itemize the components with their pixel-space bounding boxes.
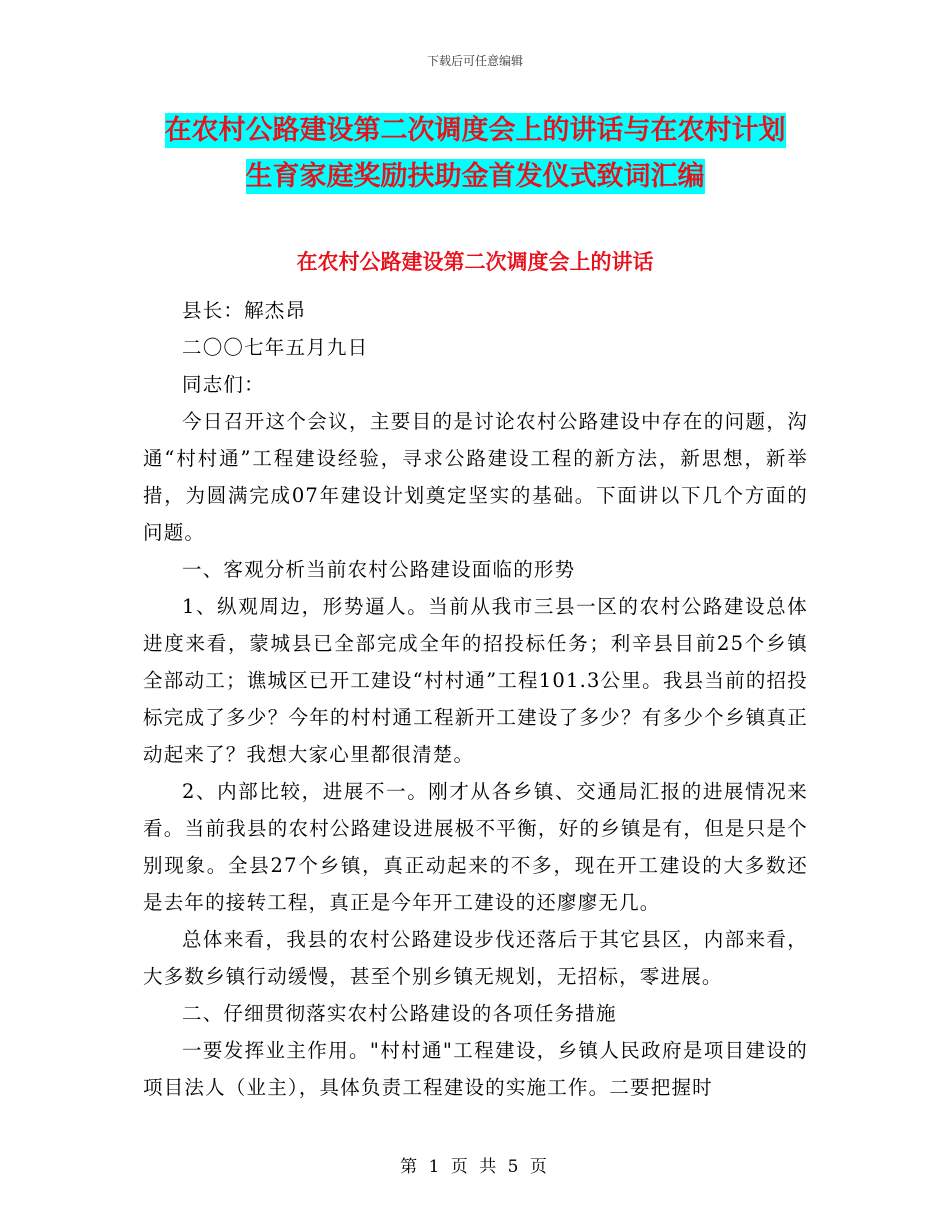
title-line-2: 生育家庭奖励扶助金首发仪式致词汇编 xyxy=(245,161,705,192)
paragraph-heading: 一、客观分析当前农村公路建设面临的形势 xyxy=(182,558,576,581)
paragraph: 一要发挥业主作用。"村村通"工程建设，乡镇人民政府是项目建设的项目法人（业主），具体负责工程建设的实施工作。二要把握时 xyxy=(143,1039,808,1099)
document-title xyxy=(140,108,810,200)
section-title: 在农村公路建设第二次调度会上的讲话 xyxy=(296,250,654,274)
page-number: 第 1 页 共 5 页 xyxy=(400,1157,550,1177)
paragraph-heading: 二、仔细贯彻落实农村公路建设的各项任务措施 xyxy=(182,1002,617,1025)
paragraph: 总体来看，我县的农村公路建设步伐还落后于其它县区，内部来看，大多数乡镇行动缓慢，甚至个别乡镇无规划，无招标，零进展。 xyxy=(143,928,808,988)
page-header-note: 下载后可任意编辑 xyxy=(426,54,523,68)
paragraph-speaker: 县长：解杰昂 xyxy=(182,299,307,322)
body-text xyxy=(143,292,808,1106)
paragraph-date: 二〇〇七年五月九日 xyxy=(182,336,369,359)
paragraph-salutation: 同志们： xyxy=(182,373,265,396)
paragraph: 今日召开这个会议，主要目的是讨论农村公路建设中存在的问题，沟通“村村通”工程建设经验，寻求公路建设工程的新方法，新思想，新举措，为圆满完成07年建设计划奠定坚实的基础。下面讲以下几个方面的问题。 xyxy=(143,410,808,544)
paragraph: 1、纵观周边，形势逼人。当前从我市三县一区的农村公路建设总体进度来看，蒙城县已全部完成全年的招投标任务；利辛县目前25个乡镇全部动工；谯城区已开工建设“村村通”工程101.3公里。我县当前的招投标完成了多少？今年的村村通工程新开工建设了多少？有多少个乡镇真正动起来了？我想大家心里都很清楚。 xyxy=(143,595,808,766)
paragraph: 2、内部比较，进展不一。刚才从各乡镇、交通局汇报的进展情况来看。当前我县的农村公路建设进展极不平衡，好的乡镇是有，但是只是个别现象。全县27个乡镇，真正动起来的不多，现在开工建设的大多数还是去年的接转工程，真正是今年开工建设的还廖廖无几。 xyxy=(143,780,808,914)
title-line-1: 在农村公路建设第二次调度会上的讲话与在农村计划 xyxy=(164,115,786,146)
